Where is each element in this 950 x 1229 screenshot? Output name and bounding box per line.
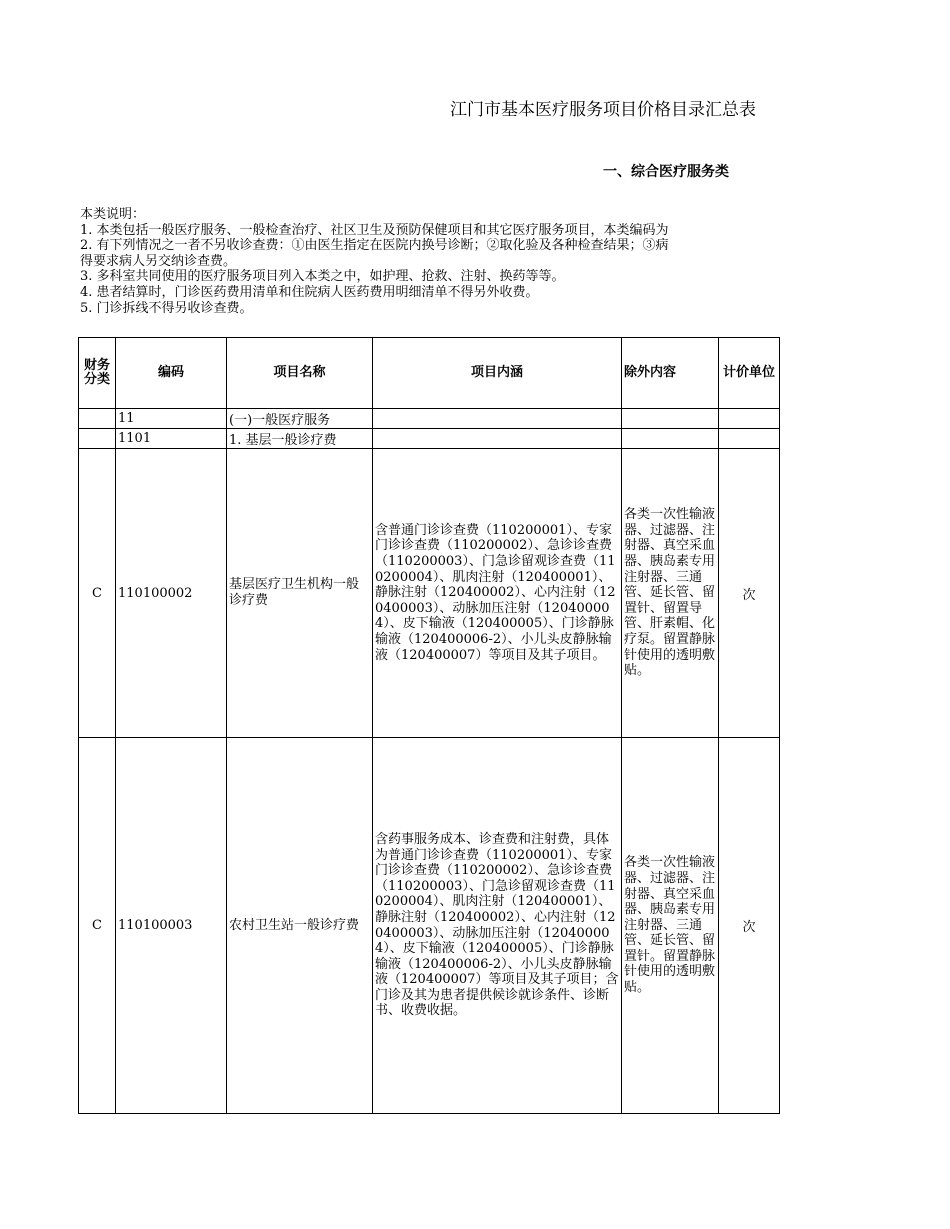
table-row [79,738,780,1114]
document-title: 江门市基本医疗服务项目价格目录汇总表 [450,100,756,119]
cell-code: 11 [116,409,227,429]
note-line: 2. 有下列情况之一者不另收诊查费：①由医生指定在医院内换号诊断；②取化验及各种检查结果；③病 [80,238,669,254]
cell-exclusions [622,429,719,449]
header-category-line2: 分类 [83,372,110,387]
cell-content [373,429,622,449]
cell-category: C [79,449,116,738]
header-content: 项目内涵 [373,338,622,409]
cell-content [373,409,622,429]
cell-name: 1. 基层一般诊疗费 [227,429,373,449]
cell-exclusions: 各类一次性输液器、过滤器、注射器、真空采血器、胰岛素专用注射器、三通管、延长管、留置针。留置静脉针使用的透明敷贴。 [622,738,719,1114]
header-unit: 计价单位 [719,338,780,409]
header-exclusions: 除外内容 [622,338,719,409]
cell-unit [719,409,780,429]
header-category-line1: 财务 [83,358,110,373]
table-row [79,449,780,738]
table-header-row [79,338,780,409]
header-category [79,338,116,409]
price-table [78,337,780,1114]
cell-unit [719,429,780,449]
notes-heading: 本类说明： [80,207,146,222]
note-line: 3. 多科室共同使用的医疗服务项目列入本类之中，如护理、抢救、注射、换药等等。 [80,269,565,285]
note-line: 得要求病人另交纳诊查费。 [80,253,237,269]
cell-content: 含普通门诊诊查费（110200001）、专家门诊诊查费（110200002）、急诊诊查费（110200003）、门急诊留观诊查费（110200004）、肌肉注射（120400001）、静脉注射（120400002）、心内注射（120400003）、动脉加压注射（120400004）、皮下输液（120400005）、门诊静脉输液（120400006-2）、小儿头皮静脉输液（120400007）等项目及其子项目。 [373,449,622,738]
cell-unit: 次 [719,738,780,1114]
cell-unit: 次 [719,449,780,738]
header-name: 项目名称 [227,338,373,409]
cell-name: (一)一般医疗服务 [227,409,373,429]
cell-content: 含药事服务成本、诊查费和注射费，具体为普通门诊诊查费（110200001）、专家门诊诊查费（110200002）、急诊诊查费（110200003）、门急诊留观诊查费（110200004）、肌肉注射（120400001）、静脉注射（120400002）、心内注射（120400003）、动脉加压注射（120400004）、皮下输液（120400005）、门诊静脉输液（120400006-2）、小儿头皮静脉输液（120400007）等项目及其子项目；含门诊及其为患者提供候诊就诊条件、诊断书、收费收据。 [373,738,622,1114]
category-notes [80,207,780,316]
table-row [79,409,780,429]
cell-code: 110100003 [116,738,227,1114]
table-row [79,429,780,449]
cell-code: 110100002 [116,449,227,738]
cell-name: 基层医疗卫生机构一般诊疗费 [227,449,373,738]
cell-code: 1101 [116,429,227,449]
cell-category: C [79,738,116,1114]
section-title: 一、综合医疗服务类 [603,164,729,180]
cell-name: 农村卫生站一般诊疗费 [227,738,373,1114]
header-code: 编码 [116,338,227,409]
note-line: 4. 患者结算时，门诊医药费用清单和住院病人医药费用明细清单不得另外收费。 [80,284,539,300]
note-line: 1. 本类包括一般医疗服务、一般检查治疗、社区卫生及预防保健项目和其它医疗服务项目，本类编码为 [80,222,669,238]
cell-category [79,409,116,429]
cell-exclusions: 各类一次性输液器、过滤器、注射器、真空采血器、胰岛素专用注射器、三通管、延长管、留置针、留置导管、肝素帽、化疗泵。留置静脉针使用的透明敷贴。 [622,449,719,738]
cell-exclusions [622,409,719,429]
cell-category [79,429,116,449]
note-line: 5. 门诊拆线不得另收诊查费。 [80,300,253,316]
